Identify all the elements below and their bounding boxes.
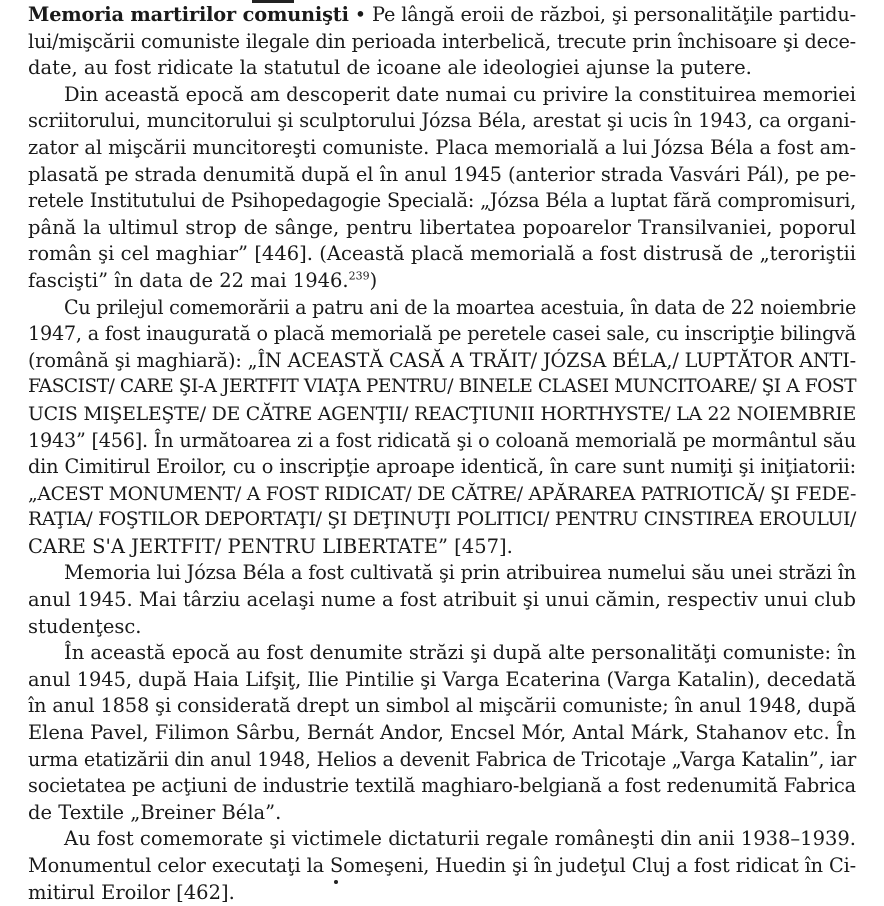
paragraph-street-name	[28, 560, 856, 640]
text-line: Elena Pavel, Filimon Sârbu, Bernát Andor, Encsel Mór, Antal Márk, Stahanov etc. În	[28, 721, 856, 745]
text-line: FASCIST/ CARE ŞI-A JERTFIT VIAŢA PENTRU/ BINELE CLASEI MUNCITOARE/ ŞI A FOST	[28, 376, 856, 398]
paragraph-other-personalities	[28, 640, 856, 826]
text-line: plasată pe strada denumită după el în anul 1945 (anterior strada Vasvári Pál), pe pe-	[28, 162, 856, 186]
text-line: (română şi maghiară): „ÎN ACEASTĂ CASĂ A TRĂIT/ JÓZSA BÉLA,/ LUPTĂTOR ANTI-	[28, 348, 856, 372]
text-line: retele Institutului de Psihopedagogie Specială: „Józsa Béla a luptat fără compromisuri,	[28, 189, 856, 213]
text-line: RAŢIA/ FOŞTILOR DEPORTAŢI/ ŞI DEŢINUŢI POLITICI/ PENTRU CINSTIREA EROULUI/	[28, 509, 856, 531]
text-line: până la ultimul strop de sânge, pentru libertatea popoarelor Transilvaniei, poporul	[28, 215, 856, 239]
text-line: de Textile „Breiner Béla”.	[28, 800, 282, 824]
text-line: anul 1945. Mai târziu acelaşi nume a fost atribuit şi unui cămin, respectiv unui club	[28, 588, 856, 612]
text-line: Cu prilejul comemorării a patru ani de la moartea acestuia, în data de 22 noiembrie	[64, 295, 856, 319]
text-line: UCIS MIŞELEŞTE/ DE CĂTRE AGENŢII/ REACŢIUNII HORTHYSTE/ LA 22 NOIEMBRIE	[28, 402, 856, 425]
document-page	[28, 2, 856, 906]
text-line: urma etatizării din anul 1948, Helios a devenit Fabrica de Tricotaje „Varga Katalin”, iar	[28, 747, 856, 771]
paragraph-jozsa-bela-memorial	[28, 82, 856, 295]
text-line: date, au fost ridicate la statutul de icoane ale ideologiei ajunse la putere.	[28, 56, 752, 80]
section-heading: Memoria martirilor comunişti	[28, 3, 349, 26]
text-line: din Cimitirul Eroilor, cu o inscripţie aproape identică, în care sunt numiţi şi iniţiatorii:	[28, 455, 856, 479]
text-line: 1943” [456]. În următoarea zi a fost ridicată şi o coloană memorială pe mormântul său	[28, 428, 856, 452]
text-line: Au fost comemorate şi victimele dictaturii regale româneşti din anii 1938–1939.	[64, 827, 856, 851]
text-line: fascişti” în data de 22 mai 1946.$^{239}$)	[28, 268, 378, 292]
text-line: CARE S'A JERTFIT/ PENTRU LIBERTATE” [457].	[28, 534, 513, 558]
paragraph-royal-dictatorship-victims	[28, 826, 856, 906]
intro-paragraph	[28, 2, 856, 82]
text-line: „ACEST MONUMENT/ A FOST RIDICAT/ DE CĂTRE/ APĂRAREA PATRIOTICĂ/ ŞI FEDE-	[28, 482, 856, 505]
text-line: Memoria martirilor comunişti • Pe lângă eroii de război, şi personalităţile partidu-	[28, 3, 857, 26]
text-line: Monumentul celor executaţi la Someşeni, Huedin şi în judeţul Cluj a fost ridicat în Ci-	[28, 854, 856, 877]
text-line: în anul 1858 şi considerată drept un simbol al mişcării comuniste; în anul 1948, după	[28, 694, 856, 718]
heading-bullet: •	[348, 3, 373, 26]
paragraph-bilingual-plaque	[28, 295, 856, 561]
text-line: Din această epocă am descoperit date numai cu privire la constituirea memoriei	[64, 82, 856, 106]
text-line: Memoria lui Józsa Béla a fost cultivată şi prin atribuirea numelui său unei străzi în	[64, 561, 856, 585]
text-line: societatea pe acţiuni de industrie textilă maghiaro-belgiană a fost redenumită Fabrica	[28, 774, 856, 798]
bottom-dot	[334, 880, 338, 884]
footnote-marker: 239	[348, 269, 370, 283]
text-line: zator al mişcării muncitoreşti comuniste. Placa memorială a lui Józsa Béla a fost am-	[28, 135, 856, 159]
text-line: lui/mişcării comuniste ilegale din perioada interbelică, trecute prin închisoare şi dece-	[28, 29, 856, 53]
text-line: mitirul Eroilor [462].	[28, 880, 235, 904]
text-line: 1947, a fost inaugurată o placă memorială pe peretele casei sale, cu inscripţie bilingvă	[28, 322, 856, 346]
text-line: În această epocă au fost denumite străzi şi după alte personalităţi comuniste: în	[64, 641, 857, 665]
text-line: anul 1945, după Haia Lifşiţ, Ilie Pintilie şi Varga Ecaterina (Varga Katalin), decedată	[28, 667, 856, 691]
text-line: studenţesc.	[28, 614, 142, 638]
text-line: scriitorului, muncitorului şi sculptorului Józsa Béla, arestat şi ucis în 1943, ca organi-	[28, 109, 856, 133]
text-line: român şi cel maghiar” [446]. (Această placă memorială a fost distrusă de „teroriştii	[28, 242, 856, 266]
